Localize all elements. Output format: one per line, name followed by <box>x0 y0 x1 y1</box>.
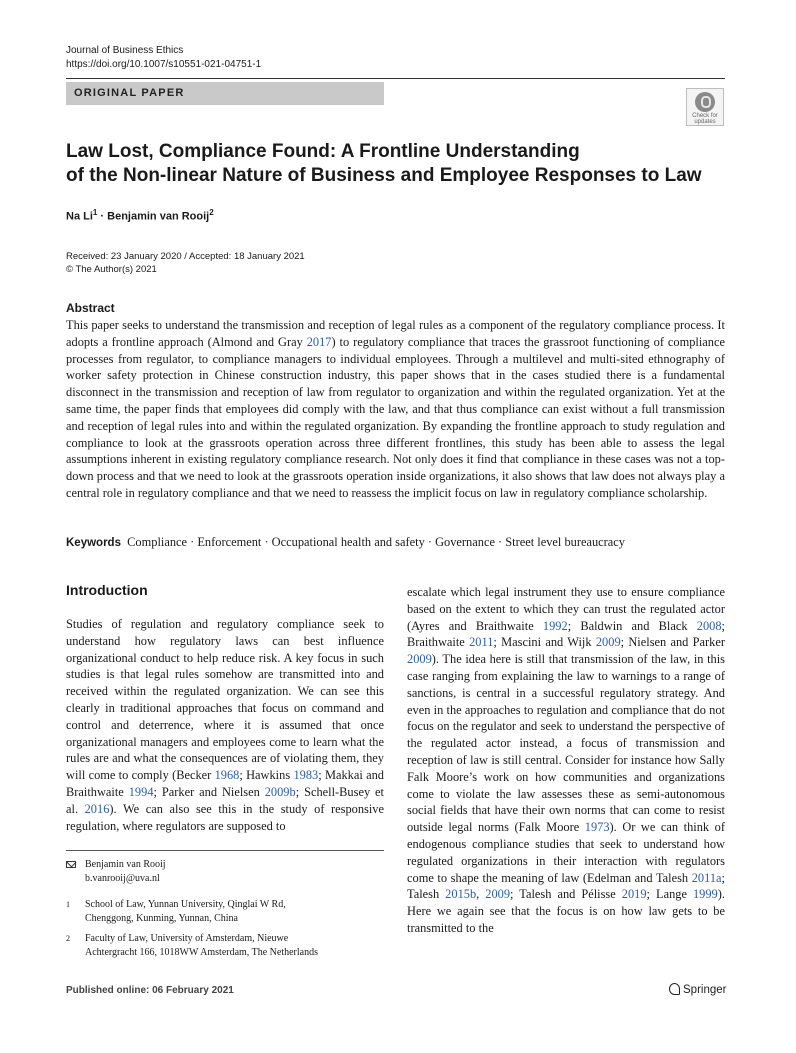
affiliation-1 <box>66 898 384 925</box>
body-text: ; Braithwaite <box>407 618 725 650</box>
body-text: ; Schell-Busey et al. <box>66 784 384 816</box>
body-column-left <box>66 616 384 834</box>
journal-header <box>66 44 261 72</box>
copyright: © The Author(s) 2021 <box>66 264 157 275</box>
citation-link[interactable]: 1968 <box>214 768 240 783</box>
affiliation-1-line-1: School of Law, Yunnan University, Qinglai W Rd, <box>85 899 286 910</box>
citation-link[interactable]: 2009 <box>407 652 432 667</box>
body-text: ). We can also see this in the study of responsive regulation, where regulators are supposed to <box>66 801 385 833</box>
affiliation-1-line-2: Chenggong, Kunming, Yunnan, China <box>85 912 238 924</box>
citation-link[interactable]: 2011 <box>469 635 494 650</box>
title-line-2: of the Non-linear Nature of Business and Employee Responses to Law <box>66 165 702 186</box>
springer-horse-icon <box>669 983 680 995</box>
body-text: ; Makkai and Braithwaite <box>66 768 384 799</box>
citation-link[interactable]: 2019 <box>621 887 647 902</box>
footnote-rule <box>66 850 384 851</box>
body-column-right <box>407 584 725 937</box>
publisher-name: Springer <box>683 984 727 996</box>
check-updates-label: Check for updates <box>692 113 718 125</box>
article-dates <box>66 250 305 276</box>
corresponding-author-name: Benjamin van Rooij <box>85 859 166 870</box>
body-text: ; Lange <box>646 887 693 902</box>
citation-link[interactable]: 2009 <box>485 887 511 902</box>
author-list <box>66 208 214 223</box>
section-heading-introduction: Introduction <box>66 582 148 598</box>
author-2: Benjamin van Rooij <box>107 210 210 223</box>
keywords <box>66 534 726 551</box>
corresponding-author-note <box>66 858 384 885</box>
affiliation-2-mark: 2 <box>66 934 70 943</box>
citation-link[interactable]: 2009 <box>595 635 621 650</box>
citation-link[interactable]: 2016 <box>84 801 110 816</box>
citation-link[interactable]: 1973 <box>584 820 610 835</box>
citation-link[interactable]: 2015b <box>445 887 477 902</box>
author-1: Na Li <box>66 210 93 223</box>
citation-link[interactable]: 1999 <box>692 887 718 902</box>
body-text: ; Nielsen and Parker <box>620 635 725 650</box>
body-text: ; Mascini and Wijk <box>493 635 596 650</box>
body-text: ; Hawkins <box>239 768 294 783</box>
affiliation-2-line-1: Faculty of Law, University of Amsterdam, Nieuwe <box>85 933 289 944</box>
title-line-1: Law Lost, Compliance Found: A Frontline Understanding <box>66 141 580 162</box>
citation-link[interactable]: 2011a <box>691 870 722 885</box>
author-separator: · <box>97 210 108 223</box>
corresponding-author-email[interactable]: b.vanrooij@uva.nl <box>85 872 160 884</box>
affiliation-2 <box>66 932 384 959</box>
abstract-text: ) to regulatory compliance that traces the grassroot functioning of compliance processes from regulator, to compliance managers to individual employees. Through a multilevel and multi-sited ethnography of worker safety protection in Chinese construction industry, this paper shows that in the cases studied there is a fundamental disconnect in the transmission and reception of law from regulator to organization and within the regulated organization. Yet at the same time, the paper finds that employees did comply with the law, and that thus compliance can exist without a full transmission and reception of legal rules into and within the regulated organization. By expanding the frontline approach to study regulation and compliance to look at the grassroots operation across three different frontlines, this study has been able to assess the legal assumptions inherent in existing regulatory compliance research. Not only does it find that compliance in these cases was not a top-down process and that we need to look at the grassroots operation inside organizations, it also shows that law does not always play a central role in regulatory compliance and that we need to reassess the implicit focus on law in regulatory compliance scholarship. <box>66 334 725 500</box>
body-text: ; Talesh <box>407 870 725 902</box>
check-for-updates-badge[interactable] <box>686 88 724 126</box>
abstract-text: This paper seeks to understand the transmission and reception of legal rules as a component of the regulatory compliance process. It adopts a frontline approach (Almond and Gray <box>66 318 725 349</box>
author-1-affiliation: 1 <box>92 208 98 217</box>
received-accepted: Received: 23 January 2020 / Accepted: 18 January 2021 <box>66 251 305 262</box>
author-2-affiliation: 2 <box>209 208 214 217</box>
envelope-icon <box>66 858 76 872</box>
published-online: Published online: 06 February 2021 <box>66 985 234 996</box>
body-text: ; Talesh and Pélisse <box>510 887 622 902</box>
affiliation-2-line-2: Achtergracht 166, 1018WW Amsterdam, The Netherlands <box>85 946 318 958</box>
affiliation-1-mark: 1 <box>66 900 70 909</box>
citation-link[interactable]: 2008 <box>696 618 722 633</box>
body-text: ; Parker and Nielsen <box>153 784 265 799</box>
body-text: ; Baldwin and Black <box>567 618 697 633</box>
abstract-body <box>66 317 725 502</box>
body-text: ). Or we can think of endogenous compliance studies that seek to understand how regulated organizations in their interaction with regulators come to shape the meaning of law (Edelman and Talesh <box>407 820 725 885</box>
keywords-heading: Keywords <box>66 537 121 549</box>
citation-link[interactable]: 2017 <box>306 334 332 349</box>
journal-name: Journal of Business Ethics <box>66 45 184 56</box>
publisher-logo <box>669 983 726 996</box>
body-text: ). Here we again see that the focus is on how law gets to be transmitted to the <box>407 887 725 935</box>
abstract-heading: Abstract <box>66 301 115 315</box>
body-text: ). The idea here is still that transmission of the law, in this case ranging from explaining the law to warnings to a range of sanctions, is central in a successful regulatory strategy. And even in the approaches to regulation and compliance that do not focus on the regulator and seek to understand the perspective of the regulated actor instead, a focus of transmission and reception of law is still central. Consider for instance how Sally Falk Moore’s work on how communities and organizations come to violate the law assesses these as semi-autonomous social fields that have their own norms that can come to resist outside legal norms (Falk Moore <box>407 652 725 835</box>
journal-doi[interactable]: https://doi.org/10.1007/s10551-021-04751-1 <box>66 59 262 70</box>
paper-type-label: ORIGINAL PAPER <box>66 82 384 105</box>
body-text: escalate which legal instrument they use to ensure compliance based on the extent to which they can trust the regulated actor (Ayres and Braithwaite <box>407 585 725 633</box>
check-updates-icon <box>695 92 715 112</box>
citation-link[interactable]: 1983 <box>293 768 319 783</box>
keywords-list: Compliance · Enforcement · Occupational health and safety · Governance · Street level bureaucracy <box>127 535 625 549</box>
citation-link[interactable]: 2009b <box>264 784 296 799</box>
citation-link[interactable]: 1992 <box>542 618 568 633</box>
header-rule <box>66 78 725 79</box>
paper-title <box>66 140 726 188</box>
citation-link[interactable]: 1994 <box>128 784 154 799</box>
body-text: , <box>476 887 486 902</box>
body-text: Studies of regulation and regulatory compliance seek to understand how regulatory laws can best influence organizational conduct to help reduce risk. A key focus in such studies is that legal rules somehow are transmitted into and received within the regulated organization. We can see this clearly in traditional approaches that focus on command and control and deterrence, where it is assumed that once organizational managers and employees come to learn what the rules are and what the consequences are of violating them, they will come to comply (Becker <box>66 617 384 783</box>
